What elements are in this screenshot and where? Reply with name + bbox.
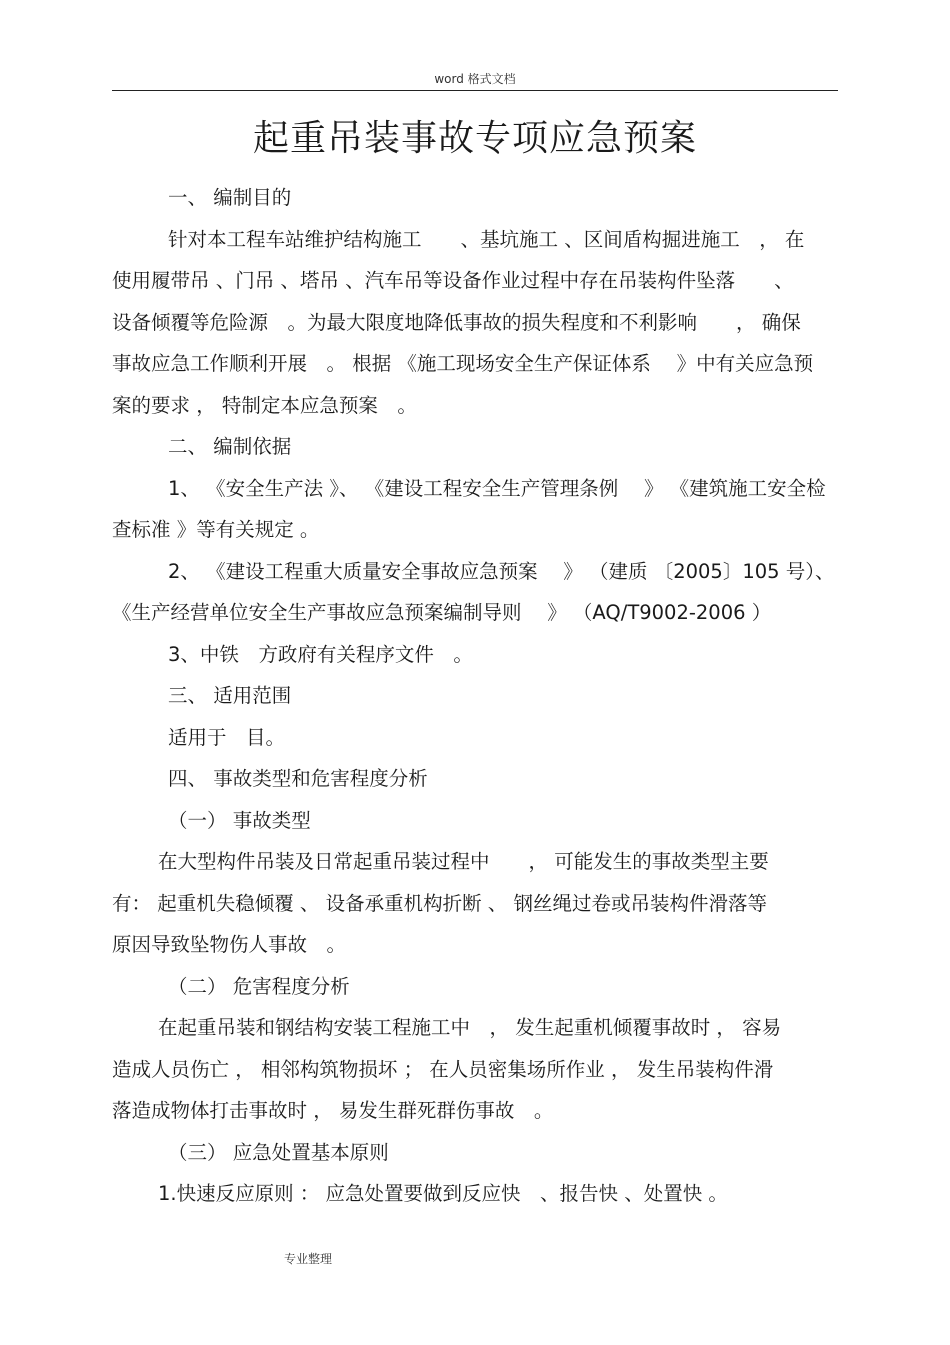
page-header: word 格式文档 — [434, 72, 516, 86]
paragraph-line: 3、中铁 方政府有关程序文件 。 — [168, 643, 473, 666]
paragraph-line: 针对本工程车站维护结构施工 、基坑施工 、区间盾构掘进施工 ， 在 — [168, 228, 805, 251]
page-footer: 专业整理 — [284, 1252, 333, 1266]
section-heading: 二、 编制依据 — [168, 435, 292, 458]
subsection-heading: （一） 事故类型 — [168, 809, 311, 832]
section-heading: 四、 事故类型和危害程度分析 — [168, 767, 428, 790]
paragraph-line: 设备倾覆等危险源 。为最大限度地降低事故的损失程度和不利影响 ， 确保 — [112, 311, 801, 334]
paragraph-line: 在大型构件吊装及日常起重吊装过程中 ， 可能发生的事故类型主要 — [158, 850, 769, 873]
paragraph-line: 在起重吊装和钢结构安装工程施工中 ， 发生起重机倾覆事故时 ， 容易 — [158, 1016, 782, 1039]
section-heading: 三、 适用范围 — [168, 684, 292, 707]
subsection-heading: （三） 应急处置基本原则 — [168, 1141, 389, 1164]
paragraph-line: 有： 起重机失稳倾覆 、 设备承重机构折断 、 钢丝绳过卷或吊装构件滑落等 — [112, 892, 767, 915]
paragraph-line: 查标准 》等有关规定 。 — [112, 518, 320, 541]
paragraph-line: 2、 《建设工程重大质量安全事故应急预案 》 （建质 〔2005〕105 号）、 — [168, 560, 835, 583]
header-divider — [112, 90, 838, 91]
paragraph-line: 《生产经营单位安全生产事故应急预案编制导则 》 （AQ/T9002-2006 ） — [112, 601, 772, 624]
section-heading: 一、 编制目的 — [168, 186, 292, 209]
paragraph-line: 1、 《安全生产法 》、 《建设工程安全生产管理条例 》 《建筑施工安全检 — [168, 477, 826, 500]
paragraph-line: 事故应急工作顺利开展 。 根据 《施工现场安全生产保证体系 》中有关应急预 — [112, 352, 814, 375]
subsection-heading: （二） 危害程度分析 — [168, 975, 350, 998]
paragraph-line: 案的要求 ， 特制定本应急预案 。 — [112, 394, 417, 417]
paragraph-line: 1.快速反应原则 ： 应急处置要做到反应快 、报告快 、处置快 。 — [158, 1182, 728, 1205]
paragraph-line: 落造成物体打击事故时 ， 易发生群死群伤事故 。 — [112, 1099, 554, 1122]
paragraph-line: 适用于 目。 — [168, 726, 286, 749]
document-title: 起重吊装事故专项应急预案 — [252, 118, 697, 159]
paragraph-line: 造成人员伤亡 ， 相邻构筑物损坏 ； 在人员密集场所作业 ， 发生吊装构件滑 — [112, 1058, 774, 1081]
paragraph-line: 原因导致坠物伤人事故 。 — [112, 933, 347, 956]
paragraph-line: 使用履带吊 、门吊 、塔吊 、汽车吊等设备作业过程中存在吊装构件坠落 、 — [112, 269, 794, 292]
